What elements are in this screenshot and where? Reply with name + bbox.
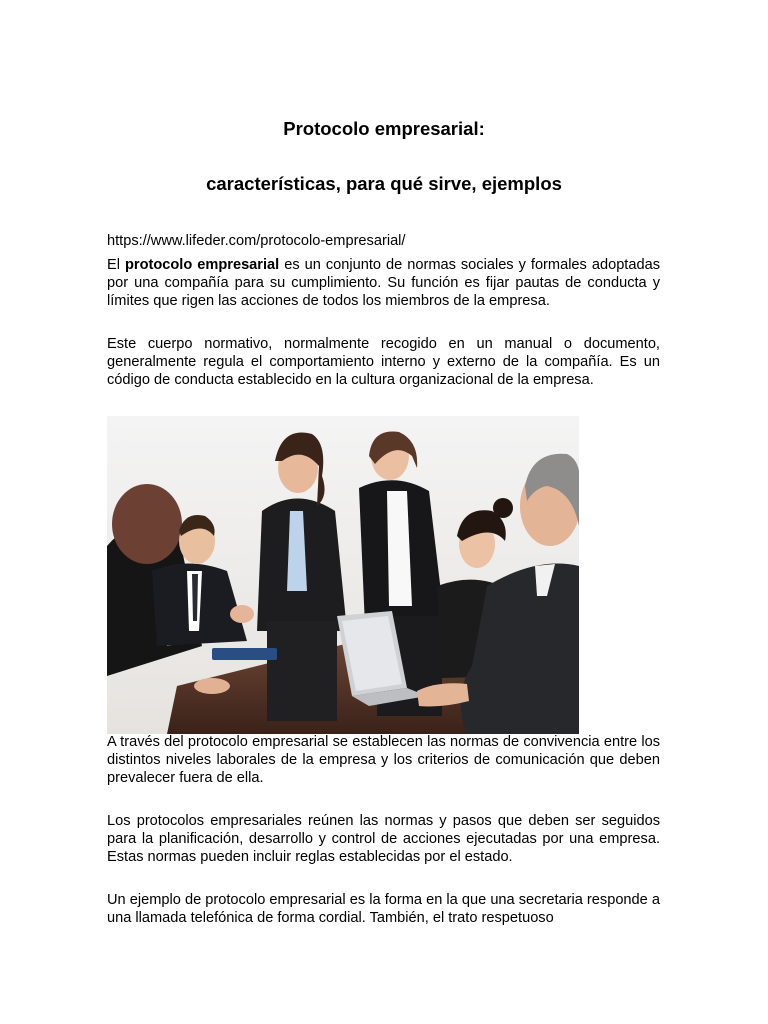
paragraph-5: Un ejemplo de protocolo empresarial es la forma en la que una secretaria responde a una llamada telefónica de forma cordial. También, el trato respetuoso xyxy=(107,892,660,927)
paragraph-1 xyxy=(107,256,660,311)
paragraph-3: A través del protocolo empresarial se establecen las normas de convivencia entre los distintos niveles laborales de la empresa y los criterios de comunicación que deben prevalecer fuera de ella. xyxy=(107,734,660,787)
paragraph-1-rest: es un conjunto de normas sociales y formales adoptadas por una compañía para su cumplimiento. Su función es fijar pautas de conducta y límites que rigen las acciones de todos los miembros de la empresa. xyxy=(107,257,661,310)
paragraph-1-bold: protocolo empresarial xyxy=(124,257,280,273)
source-url: https://www.lifeder.com/protocolo-empresarial/ xyxy=(107,233,406,249)
document-title: Protocolo empresarial: xyxy=(283,118,485,139)
document-subtitle: características, para qué sirve, ejemplos xyxy=(206,173,562,194)
paragraph-2: Este cuerpo normativo, normalmente recogido en un manual o documento, generalmente regula el comportamiento interno y externo de la compañía. Es un código de conducta establecido en la cultura organizacional de la empresa. xyxy=(107,336,660,389)
paragraph-4: Los protocolos empresariales reúnen las normas y pasos que deben ser seguidos para la planificación, desarrollo y control de acciones ejecutadas por una empresa. Estas normas pueden incluir reglas establecidas por el estado. xyxy=(107,813,660,866)
business-meeting-photo xyxy=(107,416,579,734)
paragraph-1-start: El xyxy=(107,257,125,273)
